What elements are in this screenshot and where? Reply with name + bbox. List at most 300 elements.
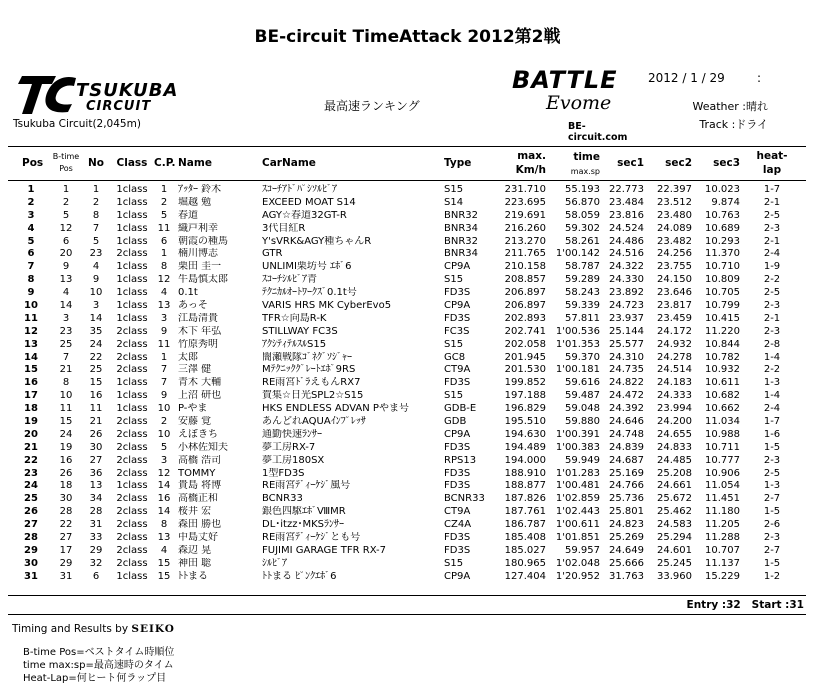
cell-sec1: 24.310 — [609, 351, 644, 363]
cell-sec3: 10.415 — [705, 312, 740, 324]
table-row — [8, 313, 806, 326]
cell-pos: 15 — [24, 364, 38, 376]
cell-carname: ﾄﾄまる ﾋﾟﾝｸｴﾎﾞ6 — [262, 570, 337, 582]
cell-sec3: 11.180 — [705, 506, 740, 518]
cell-btime-pos: 25 — [59, 338, 73, 350]
cell-cp: 2 — [160, 416, 168, 428]
cell-max-speed: 188.877 — [504, 480, 546, 492]
cell-class: 2class — [116, 325, 148, 337]
cell-carname: Mﾃｸﾆｯｸｸﾞﾚｰﾄｴﾎﾞ9RS — [262, 364, 356, 376]
cell-sec1: 24.472 — [609, 390, 644, 402]
cell-cp: 12 — [157, 467, 171, 479]
cell-class: 2class — [116, 506, 148, 518]
cell-name: 堀越 勉 — [178, 196, 212, 208]
cell-no: 5 — [92, 235, 100, 247]
tc-logo-mark — [16, 72, 78, 116]
cell-sec3: 10.707 — [705, 544, 740, 556]
cell-sec1: 24.735 — [609, 364, 644, 376]
cell-btime-pos: 30 — [59, 493, 73, 505]
cell-time: 59.370 — [565, 351, 600, 363]
cell-sec2: 23.512 — [657, 196, 692, 208]
cell-btime-pos: 1 — [62, 184, 70, 195]
cell-carname: RE雨宮ﾃﾞｨｰｹｼﾞ風号 — [262, 480, 351, 492]
table-row — [8, 261, 806, 274]
cell-max-speed: 186.787 — [504, 519, 546, 531]
cell-type: S15 — [444, 274, 464, 286]
cell-name: 中島丈好 — [178, 532, 218, 544]
cell-cp: 5 — [160, 209, 168, 221]
footer-rule — [8, 614, 806, 615]
cell-sec1: 24.823 — [609, 519, 644, 531]
cell-carname: ｽｺｰﾁｱﾄﾞﾊﾟｼｿﾙﾋﾞｱ — [262, 184, 337, 195]
cell-pos: 21 — [24, 441, 38, 453]
cell-carname: あんどれAQUAｲﾝﾌﾟﾚｯｻ — [262, 416, 366, 428]
cell-heat-lap: 2-7 — [763, 544, 781, 556]
cell-sec3: 10.023 — [705, 184, 740, 195]
table-row — [8, 300, 806, 313]
cell-heat-lap: 2-5 — [763, 287, 781, 299]
header-heat: heat- — [756, 150, 788, 162]
cell-sec3: 11.205 — [705, 519, 740, 531]
cell-time: 59.957 — [565, 544, 600, 556]
cell-class: 2class — [116, 338, 148, 350]
note-heat-lap: Heat-Lap=何ヒート何ラップ目 — [23, 673, 167, 684]
table-row — [8, 532, 806, 545]
table-body — [8, 181, 806, 584]
battle-logo-line1: BATTLE — [512, 66, 618, 94]
header-class: Class — [116, 157, 148, 169]
cell-no: 25 — [89, 364, 103, 376]
cell-btime-pos: 27 — [59, 532, 73, 544]
cell-sec2: 22.397 — [657, 184, 692, 195]
cell-no: 24 — [89, 338, 103, 350]
seiko-logo: SEIKO — [131, 623, 175, 635]
cell-sec1: 23.484 — [609, 196, 644, 208]
cell-no: 15 — [89, 377, 103, 389]
cell-carname: 夢工房180SX — [262, 454, 325, 466]
cell-name: TOMMY — [178, 467, 216, 479]
cell-name: 太郎 — [178, 351, 198, 363]
cell-sec1: 23.892 — [609, 287, 644, 299]
cell-cp: 3 — [160, 312, 168, 324]
cell-class: 1class — [116, 570, 148, 582]
cell-heat-lap: 1-3 — [763, 480, 781, 492]
cell-name: P-やま — [178, 403, 208, 415]
cell-max-speed: 199.852 — [504, 377, 546, 389]
cell-pos: 26 — [24, 506, 38, 518]
note-btime: B-time Pos=ベストタイム時順位 — [23, 647, 175, 658]
cell-no: 31 — [89, 519, 103, 531]
cell-no: 2 — [92, 196, 100, 208]
cell-sec3: 10.705 — [705, 287, 740, 299]
cell-name: 桜井 宏 — [178, 506, 212, 518]
cell-max-speed: 185.027 — [504, 544, 546, 556]
cell-name: 小林佐知夫 — [178, 441, 228, 453]
cell-sec3: 10.662 — [705, 403, 740, 415]
cell-time: 1'00.481 — [555, 480, 600, 492]
cell-heat-lap: 2-3 — [763, 325, 781, 337]
cell-btime-pos: 13 — [59, 274, 73, 286]
table-row — [8, 403, 806, 416]
cell-sec1: 25.144 — [609, 325, 644, 337]
cell-type: GDB-E — [444, 403, 477, 415]
cell-no: 22 — [89, 351, 103, 363]
cell-no: 27 — [89, 454, 103, 466]
cell-btime-pos: 22 — [59, 519, 73, 531]
cell-carname: BCNR33 — [262, 493, 303, 505]
cell-sec1: 25.801 — [609, 506, 644, 518]
cell-class: 1class — [116, 184, 148, 195]
cell-class: 1class — [116, 377, 148, 389]
table-row — [8, 287, 806, 300]
cell-btime-pos: 26 — [59, 467, 73, 479]
header-type: Type — [444, 157, 472, 169]
table-row — [8, 468, 806, 481]
cell-max-speed: 219.691 — [504, 209, 546, 221]
cell-type: BCNR33 — [444, 493, 485, 505]
cell-carname: GTR — [262, 248, 283, 260]
cell-btime-pos: 12 — [59, 222, 73, 234]
cell-carname: FUJIMI GARAGE TFR RX-7 — [262, 544, 387, 556]
cell-sec2: 24.183 — [657, 377, 692, 389]
cell-cp: 1 — [160, 184, 168, 195]
cell-heat-lap: 2-1 — [763, 196, 781, 208]
cell-no: 3 — [92, 300, 100, 312]
cell-class: 2class — [116, 544, 148, 556]
cell-time: 1'01.283 — [555, 467, 600, 479]
cell-type: BNR34 — [444, 222, 479, 234]
cell-sec3: 11.451 — [705, 493, 740, 505]
cell-pos: 2 — [27, 196, 35, 208]
cell-type: CT9A — [444, 364, 471, 376]
table-row — [8, 480, 806, 493]
cell-max-speed: 187.826 — [504, 493, 546, 505]
cell-sec3: 11.288 — [705, 532, 740, 544]
cell-max-speed: 213.270 — [504, 235, 546, 247]
cell-type: S15 — [444, 184, 464, 195]
cell-no: 7 — [92, 222, 100, 234]
cell-sec1: 24.486 — [609, 235, 644, 247]
cell-sec3: 10.988 — [705, 428, 740, 440]
cell-no: 16 — [89, 390, 103, 402]
cell-sec2: 24.256 — [657, 248, 692, 260]
cell-sec3: 10.689 — [705, 222, 740, 234]
cell-pos: 28 — [24, 532, 38, 544]
cell-max-speed: 201.530 — [504, 364, 546, 376]
table-row — [8, 545, 806, 558]
cell-name: 竹原秀明 — [178, 338, 218, 350]
cell-sec2: 23.994 — [657, 403, 692, 415]
cell-cp: 9 — [160, 325, 168, 337]
cell-no: 8 — [92, 209, 100, 221]
cell-max-speed: 185.408 — [504, 532, 546, 544]
cell-pos: 12 — [24, 325, 38, 337]
cell-pos: 22 — [24, 454, 38, 466]
cell-max-speed: 195.510 — [504, 416, 546, 428]
cell-heat-lap: 1-2 — [763, 570, 781, 582]
cell-heat-lap: 2-2 — [763, 274, 781, 286]
cell-heat-lap: 2-4 — [763, 403, 781, 415]
cell-max-speed: 188.910 — [504, 467, 546, 479]
cell-sec1: 24.822 — [609, 377, 644, 389]
cell-sec2: 25.672 — [657, 493, 692, 505]
cell-heat-lap: 2-4 — [763, 248, 781, 260]
cell-cp: 16 — [157, 493, 171, 505]
cell-sec1: 23.816 — [609, 209, 644, 221]
cell-sec3: 10.611 — [705, 377, 740, 389]
cell-class: 1class — [116, 235, 148, 247]
cell-type: S15 — [444, 338, 464, 350]
cell-pos: 17 — [24, 390, 38, 402]
cell-max-speed: 127.404 — [504, 570, 546, 582]
table-row — [8, 326, 806, 339]
cell-type: CP9A — [444, 261, 471, 273]
cell-heat-lap: 1-5 — [763, 506, 781, 518]
cell-max-speed: 194.000 — [504, 454, 546, 466]
header-sec2: sec2 — [665, 157, 692, 169]
battle-logo-site: BE-circuit.com — [568, 121, 628, 143]
cell-time: 1'02.443 — [555, 506, 600, 518]
cell-btime-pos: 23 — [59, 325, 73, 337]
cell-cp: 14 — [157, 480, 171, 492]
cell-pos: 10 — [24, 300, 38, 312]
cell-time: 58.059 — [565, 209, 600, 221]
cell-sec1: 24.516 — [609, 248, 644, 260]
cell-pos: 16 — [24, 377, 38, 389]
cell-carname: RE雨宮ﾃﾞｨｰｹｼﾞとも号 — [262, 532, 361, 544]
cell-time: 59.339 — [565, 300, 600, 312]
cell-sec1: 24.748 — [609, 428, 644, 440]
cell-pos: 31 — [24, 570, 38, 582]
cell-sec2: 33.960 — [657, 570, 692, 582]
cell-name: えぼきち — [178, 428, 218, 440]
cell-no: 33 — [89, 532, 103, 544]
timing-credit — [12, 623, 175, 635]
cell-name: あっそ — [178, 300, 208, 312]
cell-name: 江島清貴 — [178, 312, 218, 324]
cell-pos: 5 — [27, 235, 35, 247]
cell-carname: 賀集☆日光SPL2☆S15 — [262, 390, 364, 402]
cell-class: 2class — [116, 351, 148, 363]
cell-sec3: 10.932 — [705, 364, 740, 376]
cell-sec1: 24.322 — [609, 261, 644, 273]
cell-carname: EXCEED MOAT S14 — [262, 196, 356, 208]
cell-carname: RE雨宮ﾄﾞﾗえもんRX7 — [262, 377, 361, 389]
cell-name: 森辺 晃 — [178, 544, 212, 556]
cell-time: 57.811 — [565, 312, 600, 324]
cell-cp: 4 — [160, 544, 168, 556]
cell-sec3: 10.711 — [705, 441, 740, 453]
cell-name: 森田 勝也 — [178, 519, 222, 531]
table-row — [8, 339, 806, 352]
cell-class: 2class — [116, 364, 148, 376]
cell-heat-lap: 2-8 — [763, 338, 781, 350]
cell-heat-lap: 2-5 — [763, 467, 781, 479]
cell-sec2: 25.245 — [657, 557, 692, 569]
cell-type: FD3S — [444, 441, 471, 453]
cell-type: FD3S — [444, 532, 471, 544]
cell-type: FD3S — [444, 467, 471, 479]
cell-time: 1'01.353 — [555, 338, 600, 350]
cell-heat-lap: 2-2 — [763, 364, 781, 376]
legend-notes — [23, 646, 174, 685]
cell-carname: 1型FD3S — [262, 467, 305, 479]
cell-no: 14 — [89, 312, 103, 324]
table-row — [8, 197, 806, 210]
cell-sec2: 24.485 — [657, 454, 692, 466]
header-sec3: sec3 — [713, 157, 740, 169]
cell-type: FD3S — [444, 287, 471, 299]
cell-type: CT9A — [444, 506, 471, 518]
cell-cp: 8 — [160, 519, 168, 531]
cell-sec1: 25.736 — [609, 493, 644, 505]
cell-pos: 14 — [24, 351, 38, 363]
cell-max-speed: 201.945 — [504, 351, 546, 363]
cell-btime-pos: 17 — [59, 544, 73, 556]
cell-no: 26 — [89, 428, 103, 440]
cell-sec3: 15.229 — [705, 570, 740, 582]
cell-sec3: 11.034 — [705, 416, 740, 428]
header-name: Name — [178, 157, 212, 169]
cell-sec3: 10.782 — [705, 351, 740, 363]
timing-text: Timing and Results by — [12, 623, 129, 635]
table-row — [8, 416, 806, 429]
cell-no: 10 — [89, 287, 103, 299]
cell-time: 58.261 — [565, 235, 600, 247]
cell-btime-pos: 8 — [62, 377, 70, 389]
cell-btime-pos: 6 — [62, 235, 70, 247]
cell-sec3: 10.799 — [705, 300, 740, 312]
cell-time: 59.289 — [565, 274, 600, 286]
cell-btime-pos: 31 — [59, 570, 73, 582]
cell-heat-lap: 2-3 — [763, 532, 781, 544]
table-row — [8, 364, 806, 377]
cell-time: 1'02.859 — [555, 493, 600, 505]
table-row — [8, 455, 806, 468]
cell-no: 21 — [89, 416, 103, 428]
cell-heat-lap: 1-4 — [763, 351, 781, 363]
cell-time: 59.949 — [565, 454, 600, 466]
cell-class: 2class — [116, 557, 148, 569]
cell-max-speed: 231.710 — [504, 184, 546, 195]
cell-type: S15 — [444, 557, 464, 569]
cell-cp: 1 — [160, 351, 168, 363]
header-carname: CarName — [262, 157, 316, 169]
circuit-name: Tsukuba Circuit(2,045m) — [13, 118, 141, 130]
header-btime: B-time — [52, 152, 80, 161]
battle-logo-line2: Evome — [546, 92, 612, 114]
cell-sec2: 24.150 — [657, 274, 692, 286]
cell-heat-lap: 2-3 — [763, 222, 781, 234]
cell-btime-pos: 21 — [59, 364, 73, 376]
cell-type: BNR32 — [444, 235, 479, 247]
header-cp: C.P. — [154, 157, 176, 169]
cell-cp: 11 — [157, 338, 171, 350]
cell-btime-pos: 10 — [59, 390, 73, 402]
cell-sec2: 24.932 — [657, 338, 692, 350]
cell-sec1: 24.766 — [609, 480, 644, 492]
note-time-maxsp: time max:sp=最高速時のタイム — [23, 660, 174, 671]
table-row — [8, 558, 806, 571]
cell-sec3: 11.370 — [705, 248, 740, 260]
cell-sec1: 24.649 — [609, 544, 644, 556]
cell-pos: 13 — [24, 338, 38, 350]
cell-btime-pos: 14 — [59, 300, 73, 312]
cell-pos: 4 — [27, 222, 35, 234]
cell-sec1: 24.839 — [609, 441, 644, 453]
cell-carname: 夢工房RX-7 — [262, 441, 316, 453]
cell-sec2: 24.333 — [657, 390, 692, 402]
cell-sec2: 24.601 — [657, 544, 692, 556]
table-header — [8, 146, 806, 181]
cell-sec1: 24.646 — [609, 416, 644, 428]
cell-cp: 10 — [157, 428, 171, 440]
cell-carname: AGY☆春道32GT-R — [262, 209, 347, 221]
cell-sec2: 24.655 — [657, 428, 692, 440]
cell-cp: 5 — [160, 441, 168, 453]
cell-heat-lap: 2-3 — [763, 300, 781, 312]
cell-name: 織戸利幸 — [178, 222, 218, 234]
cell-type: FC3S — [444, 325, 470, 337]
cell-cp: 1 — [160, 248, 168, 260]
cell-heat-lap: 1-6 — [763, 428, 781, 440]
cell-max-speed: 211.765 — [504, 248, 546, 260]
cell-no: 32 — [89, 557, 103, 569]
cell-class: 1class — [116, 222, 148, 234]
cell-btime-pos: 7 — [62, 351, 70, 363]
cell-no: 13 — [89, 480, 103, 492]
cell-class: 1class — [116, 209, 148, 221]
cell-time: 1'00.611 — [555, 519, 600, 531]
cell-class: 2class — [116, 532, 148, 544]
cell-heat-lap: 2-3 — [763, 454, 781, 466]
table-row — [8, 236, 806, 249]
cell-sec3: 10.710 — [705, 261, 740, 273]
cell-carname: 闇瀬戦隊ｺﾞﾈｸﾞｿｼﾞｬｰ — [262, 351, 352, 363]
cell-btime-pos: 9 — [62, 261, 70, 273]
cell-max-speed: 194.489 — [504, 441, 546, 453]
cell-no: 4 — [92, 261, 100, 273]
header-btime-pos: Pos — [59, 164, 73, 173]
cell-type: FD3S — [444, 544, 471, 556]
cell-carname: 銀色四駆ｴﾎﾞⅧMR — [262, 506, 346, 518]
cell-name: 栗田 圭一 — [178, 261, 222, 273]
cell-sec3: 10.809 — [705, 274, 740, 286]
cell-time: 1'00.142 — [555, 248, 600, 260]
cell-no: 30 — [89, 441, 103, 453]
table-row — [8, 210, 806, 223]
cell-max-speed: 197.188 — [504, 390, 546, 402]
entry-count: Entry :32 — [686, 599, 741, 611]
cell-no: 9 — [92, 274, 100, 286]
cell-sec1: 31.763 — [609, 570, 644, 582]
cell-cp: 2 — [160, 196, 168, 208]
cell-type: RPS13 — [444, 454, 477, 466]
cell-class: 2class — [116, 467, 148, 479]
cell-max-speed: 223.695 — [504, 196, 546, 208]
cell-carname: ｱｸｼﾃｨﾃﾙｽﾙS15 — [262, 338, 327, 350]
header-no: No — [87, 157, 104, 169]
cell-class: 2class — [116, 493, 148, 505]
cell-sec3: 10.906 — [705, 467, 740, 479]
cell-max-speed: 194.630 — [504, 428, 546, 440]
cell-type: CP9A — [444, 428, 471, 440]
cell-pos: 6 — [27, 248, 35, 260]
cell-btime-pos: 11 — [59, 403, 73, 415]
weather-label: Weather :晴れ — [692, 100, 768, 113]
header-sec1: sec1 — [617, 157, 644, 169]
cell-carname: 通勤快速ﾗﾝｻｰ — [262, 428, 322, 440]
